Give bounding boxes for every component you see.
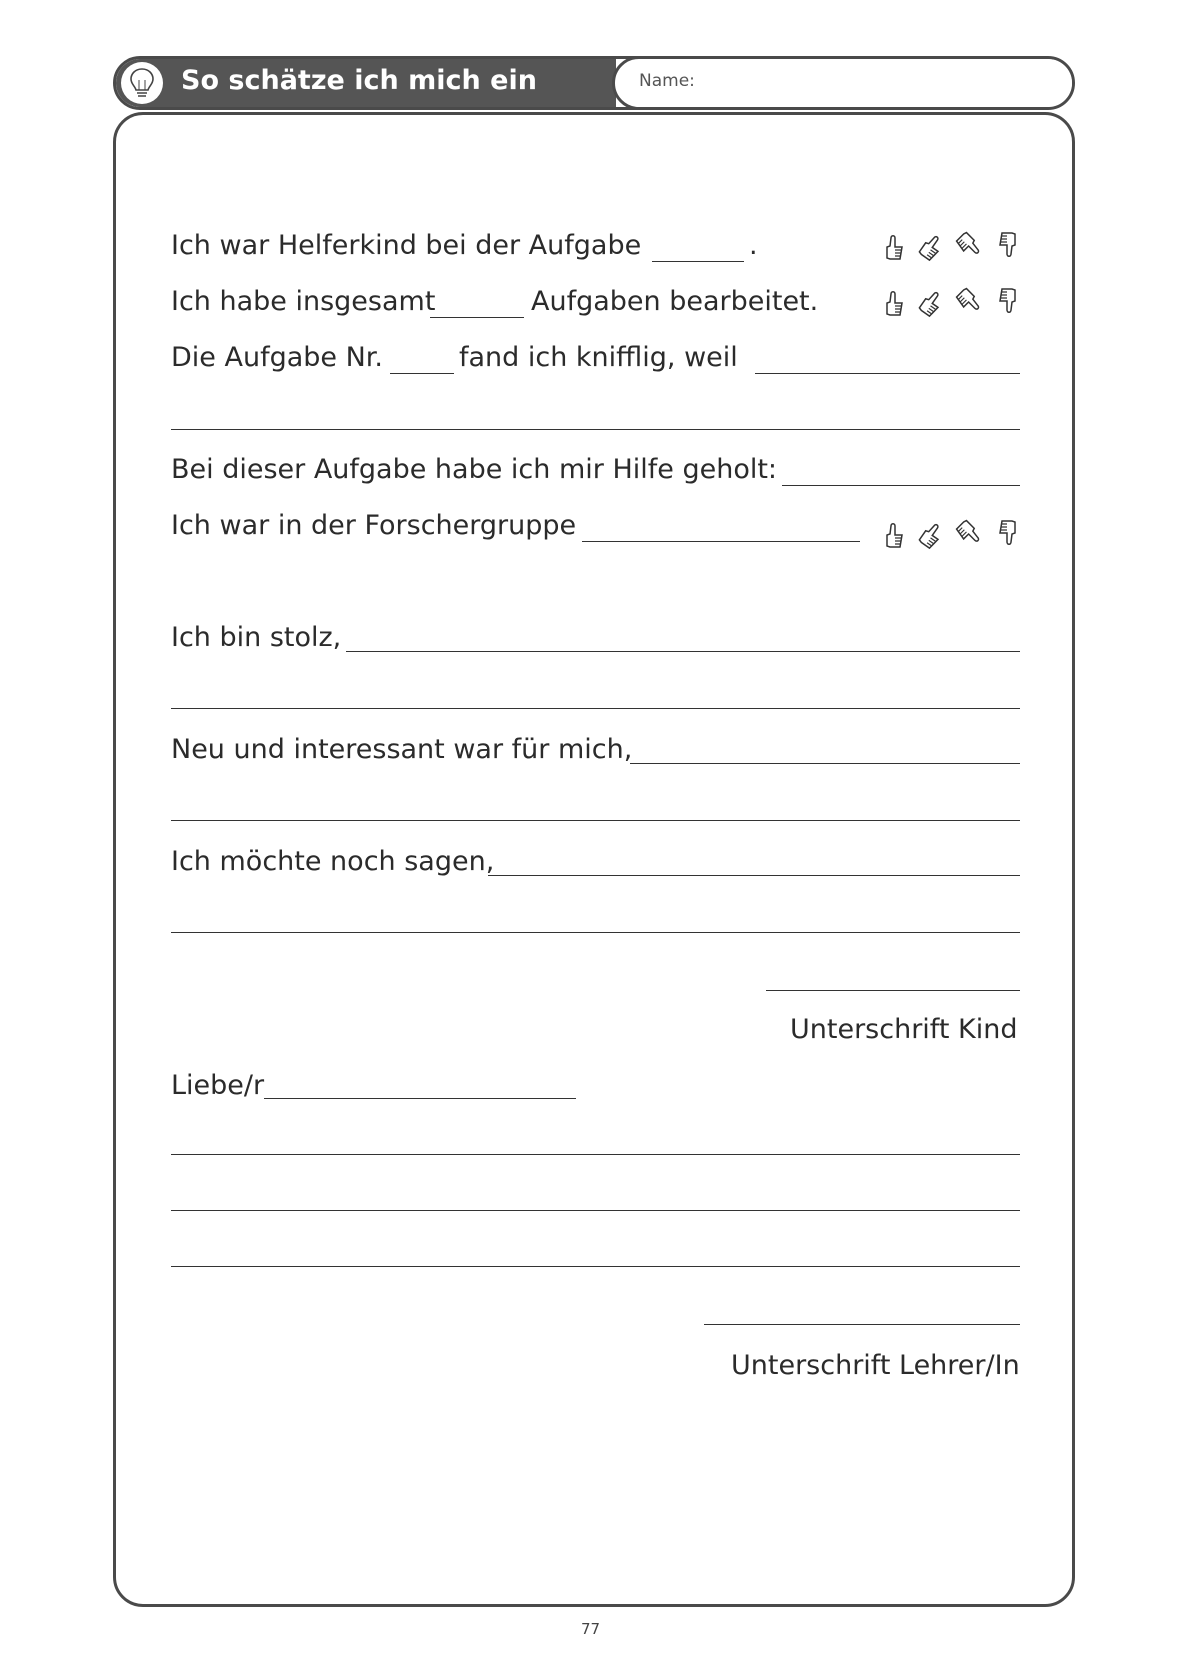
forschergruppe-blank[interactable] — [582, 541, 860, 542]
thumb-tilted-down-icon[interactable] — [954, 230, 986, 262]
insgesamt-blank[interactable] — [430, 317, 524, 318]
child-signature-line[interactable] — [766, 990, 1020, 991]
teacher-note-line-2[interactable] — [171, 1210, 1020, 1211]
helferkind-period: . — [749, 230, 758, 261]
title-bar — [116, 59, 616, 107]
stolz-blank[interactable] — [346, 651, 1020, 652]
stolz-blank-2[interactable] — [171, 708, 1020, 709]
thumb-tilted-up-icon[interactable] — [916, 230, 948, 262]
knifflig-text-end: fand ich knifflig, weil — [459, 342, 738, 373]
teacher-note-line-3[interactable] — [171, 1266, 1020, 1267]
child-signature-label: Unterschrift Kind — [790, 1014, 1018, 1045]
thumb-tilted-up-icon[interactable] — [916, 518, 948, 550]
rating-row-3 — [878, 518, 1024, 550]
thumb-up-icon[interactable] — [878, 230, 910, 262]
stolz-text: Ich bin stolz, — [171, 622, 342, 653]
insgesamt-text: Ich habe insgesamt — [171, 286, 436, 317]
thumb-down-icon[interactable] — [992, 230, 1024, 262]
neu-blank[interactable] — [630, 763, 1020, 764]
teacher-signature-label: Unterschrift Lehrer/In — [731, 1350, 1020, 1381]
teacher-note-line-1[interactable] — [171, 1154, 1020, 1155]
sagen-blank-2[interactable] — [171, 932, 1020, 933]
thumb-tilted-down-icon[interactable] — [954, 518, 986, 550]
name-field[interactable] — [612, 56, 1075, 110]
worksheet-title: So schätze ich mich ein — [181, 65, 537, 96]
thumb-up-icon[interactable] — [878, 286, 910, 318]
liebe-text: Liebe/r — [171, 1070, 265, 1101]
thumb-tilted-down-icon[interactable] — [954, 286, 986, 318]
worksheet-header — [113, 56, 1075, 110]
thumb-down-icon[interactable] — [992, 518, 1024, 550]
knifflig-reason-blank[interactable] — [755, 373, 1020, 374]
page-number: 77 — [580, 1620, 601, 1638]
thumb-down-icon[interactable] — [992, 286, 1024, 318]
knifflig-number-blank[interactable] — [390, 373, 454, 374]
knifflig-text: Die Aufgabe Nr. — [171, 342, 383, 373]
sagen-text: Ich möchte noch sagen, — [171, 846, 495, 877]
helferkind-blank[interactable] — [652, 261, 744, 262]
insgesamt-text-end: Aufgaben bearbeitet. — [531, 286, 819, 317]
teacher-signature-line[interactable] — [704, 1324, 1020, 1325]
hilfe-blank[interactable] — [782, 485, 1020, 486]
neu-blank-2[interactable] — [171, 820, 1020, 821]
lightbulb-badge — [121, 62, 163, 104]
knifflig-reason-blank-2[interactable] — [171, 429, 1020, 430]
liebe-blank[interactable] — [264, 1098, 576, 1099]
name-label: Name: — [639, 71, 695, 91]
hilfe-text: Bei dieser Aufgabe habe ich mir Hilfe geholt: — [171, 454, 778, 485]
thumb-up-icon[interactable] — [878, 518, 910, 550]
forschergruppe-text: Ich war in der Forschergruppe — [171, 510, 577, 541]
rating-row-2 — [878, 286, 1024, 318]
helferkind-text: Ich war Helferkind bei der Aufgabe — [171, 230, 642, 261]
rating-row-1 — [878, 230, 1024, 262]
thumb-tilted-up-icon[interactable] — [916, 286, 948, 318]
sagen-blank[interactable] — [488, 875, 1020, 876]
lightbulb-icon — [126, 66, 158, 100]
neu-text: Neu und interessant war für mich, — [171, 734, 633, 765]
